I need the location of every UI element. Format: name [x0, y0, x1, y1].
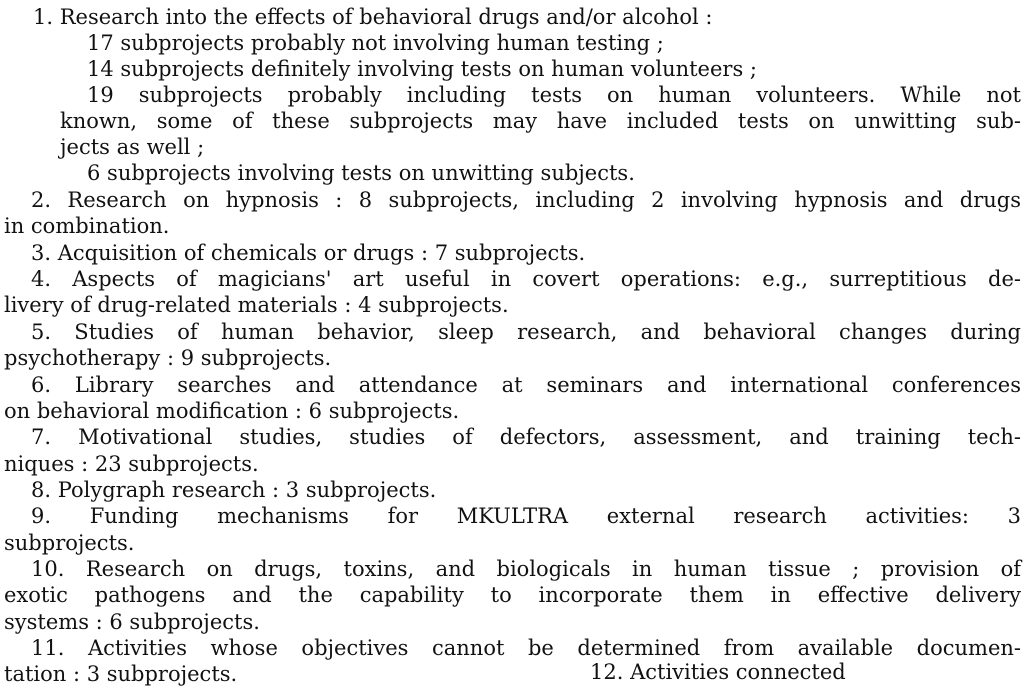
text-line: 8. Polygraph research : 3 subprojects.: [31, 478, 437, 502]
text-line: 6 subprojects involving tests on unwitting subjects.: [87, 161, 635, 185]
text-line: livery of drug-related materials : 4 subprojects.: [4, 293, 509, 317]
text-line: 17 subprojects probably not involving human testing ;: [87, 31, 664, 55]
text-line: systems : 6 subprojects.: [4, 610, 260, 634]
text-line: on behavioral modification : 6 subprojects.: [4, 399, 460, 423]
text-line: subprojects.: [4, 531, 135, 555]
text-line: 14 subprojects definitely involving tests on human volunteers ;: [87, 57, 757, 81]
text-line: 9. Funding mechanisms for MKULTRA external research activities: 3: [31, 504, 1021, 528]
text-line: jects as well ;: [60, 135, 205, 159]
text-line: 7. Motivational studies, studies of defectors, assessment, and training tech-: [31, 425, 1021, 449]
text-line: 4. Aspects of magicians' art useful in covert operations: e.g., surreptitious de-: [31, 267, 1021, 291]
text-line: 2. Research on hypnosis : 8 subprojects, including 2 involving hypnosis and drugs: [31, 188, 1021, 212]
text-line: exotic pathogens and the capability to incorporate them in effective delivery: [4, 583, 1021, 607]
text-line: psychotherapy : 9 subprojects.: [4, 346, 332, 370]
text-line: niques : 23 subprojects.: [4, 452, 259, 476]
text-line: 6. Library searches and attendance at seminars and international conferences: [31, 373, 1021, 397]
text-line: known, some of these subprojects may have included tests on unwitting sub-: [60, 109, 1021, 133]
text-line: 10. Research on drugs, toxins, and biologicals in human tissue ; provision of: [31, 557, 1021, 581]
text-line: 1. Research into the effects of behavioral drugs and/or alcohol :: [33, 5, 713, 29]
cut-off-line-text: 12. Activities connected: [590, 660, 846, 684]
text-line: 11. Activities whose objectives cannot be determined from available documen-: [31, 636, 1021, 660]
text-line: in combination.: [4, 214, 170, 238]
text-line: tation : 3 subprojects.: [4, 662, 238, 686]
text-line: 5. Studies of human behavior, sleep research, and behavioral changes during: [31, 320, 1021, 344]
text-line: 3. Acquisition of chemicals or drugs : 7 subprojects.: [31, 241, 586, 265]
text-line: 19 subprojects probably including tests on human volunteers. While not: [87, 83, 1021, 107]
